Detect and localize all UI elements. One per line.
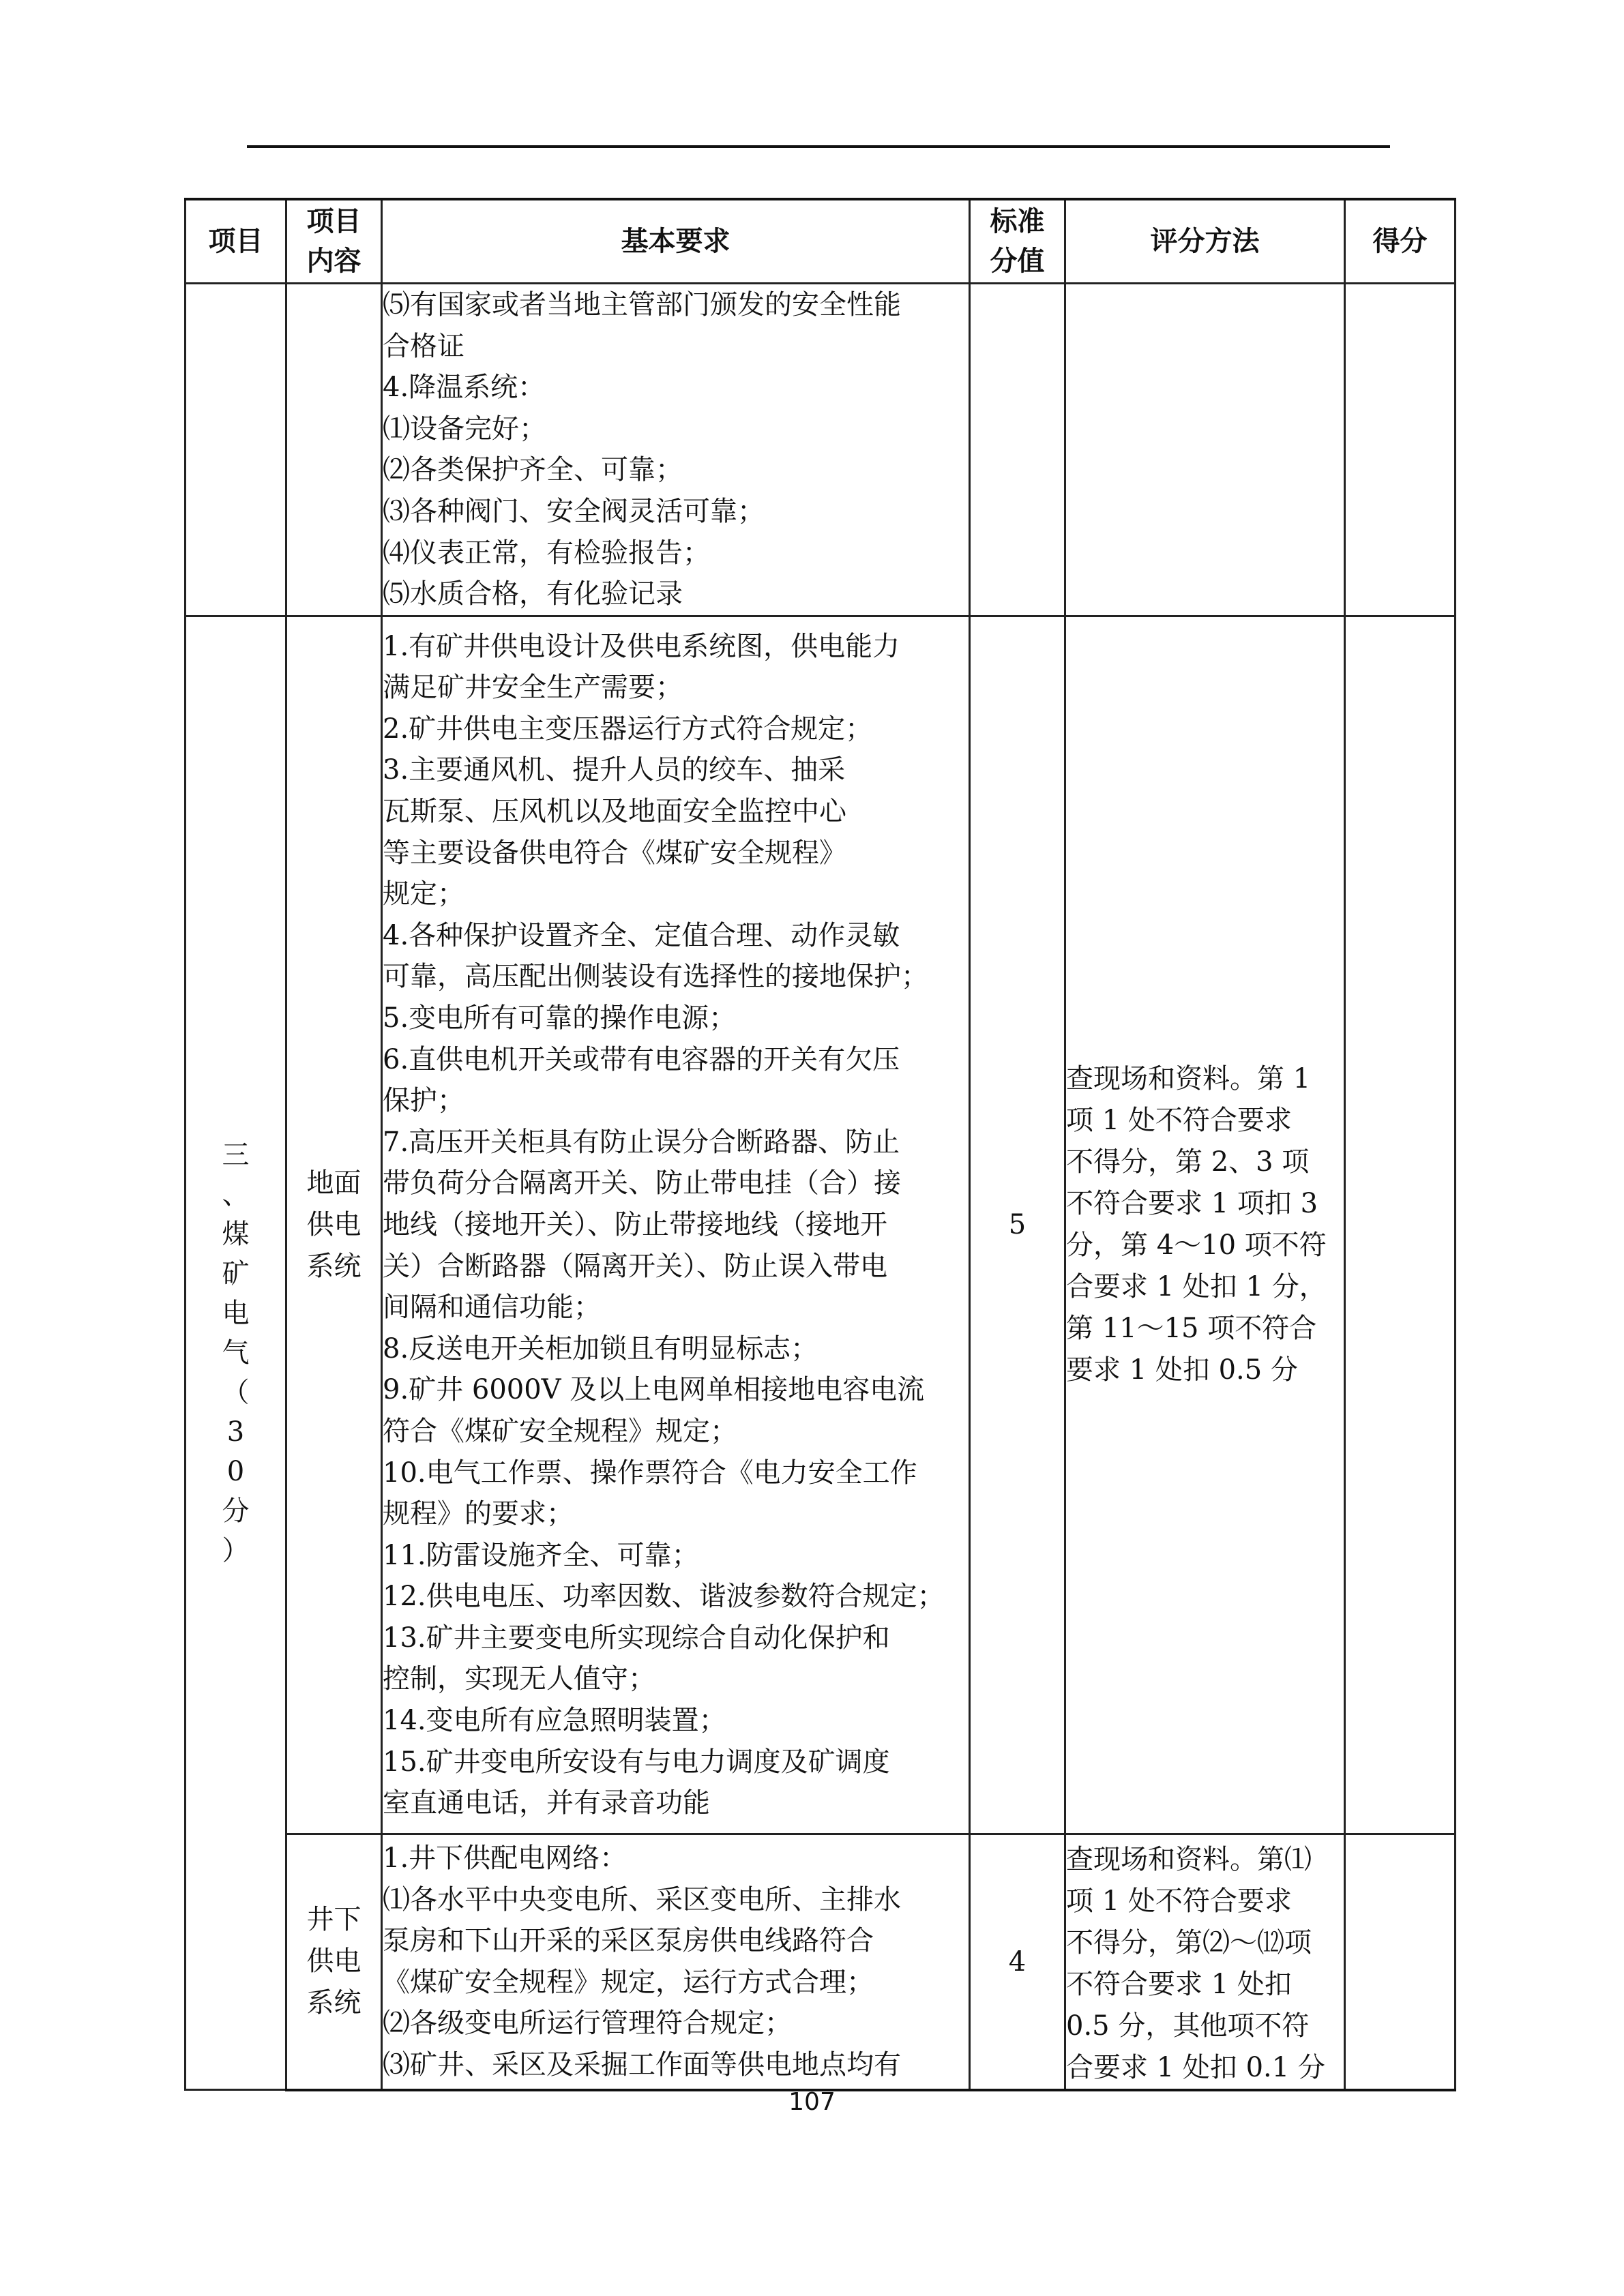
requirement-line: 规程》的要求； [383, 1498, 574, 1530]
section-title-char: （ [222, 1377, 250, 1408]
page-number: 107 [788, 2088, 836, 2116]
requirement-line: 等主要设备供电符合《煤矿安全规程》 [383, 837, 846, 869]
method-line: 要求 1 处扣 0.5 分 [1066, 1354, 1298, 1386]
requirement-line: ⑴各水平中央变电所、采区变电所、主排水 [383, 1883, 901, 1915]
header-rule [247, 145, 1390, 148]
requirement-line: 8.反送电开关柜加锁且有明显标志； [383, 1332, 818, 1365]
requirement-line: ⑶矿井、采区及采掘工作面等供电地点均有 [383, 2048, 901, 2081]
section-title-char: ） [222, 1535, 250, 1566]
cell-content [286, 284, 382, 616]
section-title-char: 煤 [222, 1219, 250, 1250]
requirement-line: 1.井下供配电网络： [383, 1842, 628, 1874]
cell-score-underground: 4 [970, 1834, 1065, 2090]
cell-method-ground [1065, 616, 1345, 1834]
requirement-line: 2.矿井供电主变压器运行方式符合规定； [383, 713, 873, 745]
method-line: 第 11～15 项不符合 [1066, 1313, 1317, 1345]
cell-result-underground [1345, 1834, 1456, 2090]
cell-result [1345, 284, 1456, 616]
requirement-line: 1.有矿井供电设计及供电系统图，供电能力 [383, 630, 900, 662]
header-score [970, 199, 1065, 284]
requirement-line: 控制，实现无人值守； [383, 1663, 655, 1695]
table-row-continued [186, 284, 1456, 616]
method-line: 项 1 处不符合要求 [1066, 1885, 1292, 1917]
requirement-line: 泵房和下山开采的采区泵房供电线路符合 [383, 1925, 874, 1957]
requirement-line: 间隔和通信功能； [383, 1292, 601, 1324]
section-title-char: 分 [222, 1495, 250, 1527]
cell-section-title [186, 616, 286, 2090]
requirement-line: 保护； [383, 1085, 464, 1117]
requirement-line: 5.变电所有可靠的操作电源； [383, 1002, 737, 1034]
requirement-line: 符合《煤矿安全规程》规定； [383, 1415, 737, 1447]
requirement-line: ⑷仪表正常，有检验报告； [383, 537, 710, 569]
section-title-char: 、 [222, 1179, 250, 1210]
requirement-line: 14.变电所有应急照明装置； [383, 1705, 726, 1737]
content-line: 井下 [306, 1904, 361, 1936]
table-row-ground-supply [186, 616, 1456, 1834]
requirement-line: 12.供电电压、功率因数、谐波参数符合规定； [383, 1581, 945, 1613]
requirement-line: 满足矿井安全生产需要； [383, 672, 683, 704]
section-title-char: 3 [226, 1416, 245, 1448]
method-line: 合要求 1 处扣 1 分， [1066, 1271, 1327, 1303]
header-item: 项目 [186, 199, 286, 284]
cell-method [1065, 284, 1345, 616]
requirement-line: 10.电气工作票、操作票符合《电力安全工作 [383, 1457, 917, 1489]
requirement-line: 6.直供电机开关或带有电容器的开关有欠压 [383, 1043, 900, 1075]
scoring-table [184, 198, 1456, 2091]
cell-score [970, 284, 1065, 616]
method-line: 不得分，第 2、3 项 [1066, 1146, 1310, 1178]
table-row-underground-supply [186, 1834, 1456, 2090]
cell-content-underground [286, 1834, 382, 2090]
cell-requirement-underground [382, 1834, 970, 2090]
requirement-line: 合格证 [383, 330, 464, 362]
method-line: 项 1 处不符合要求 [1066, 1105, 1292, 1137]
content-line: 地面 [306, 1167, 361, 1199]
method-line: 查现场和资料。第 1 [1066, 1063, 1311, 1095]
requirement-line: 地线（接地开关）、防止带接地线（接地开 [383, 1208, 887, 1240]
requirement-line: 3.主要通风机、提升人员的绞车、抽采 [383, 754, 846, 786]
requirement-line: 11.防雷设施齐全、可靠； [383, 1539, 699, 1571]
section-title-char: 电 [222, 1298, 250, 1329]
requirement-line: ⑵各级变电所运行管理符合规定； [383, 2008, 792, 2040]
requirement-line: 室直通电话，并有录音功能 [383, 1787, 710, 1819]
method-line: 不符合要求 1 处扣 [1066, 1968, 1292, 2000]
header-method: 评分方法 [1065, 199, 1345, 284]
requirement-line: 13.矿井主要变电所实现综合自动化保护和 [383, 1622, 890, 1654]
section-title-char: 矿 [222, 1258, 250, 1289]
requirement-line: 瓦斯泵、压风机以及地面安全监控中心 [383, 796, 846, 828]
content-line: 系统 [306, 1250, 361, 1282]
requirement-line: ⑸有国家或者当地主管部门颁发的安全性能 [383, 289, 901, 320]
method-line: 0.5 分，其他项不符 [1066, 2010, 1310, 2042]
method-line: 查现场和资料。第⑴ [1066, 1843, 1312, 1875]
requirement-line: 可靠，高压配出侧装设有选择性的接地保护； [383, 961, 928, 993]
requirement-line: 9.矿井 6000V 及以上电网单相接地电容电流 [383, 1374, 925, 1406]
header-content-line: 内容 [306, 245, 361, 277]
requirement-line: 关）合断路器（隔离开关）、防止误入带电 [383, 1250, 887, 1282]
cell-requirement [382, 284, 970, 616]
section-title-char: 三 [222, 1139, 250, 1171]
requirement-line: 15.矿井变电所安设有与电力调度及矿调度 [383, 1746, 890, 1778]
header-requirement: 基本要求 [382, 199, 970, 284]
cell-result-ground [1345, 616, 1456, 1834]
cell-content-ground [286, 616, 382, 1834]
header-row [186, 199, 1456, 284]
method-line: 分，第 4～10 项不符 [1066, 1229, 1327, 1262]
content-line: 系统 [306, 1987, 361, 2019]
requirement-line: 7.高压开关柜具有防止误分合断路器、防止 [383, 1126, 900, 1158]
cell-requirement-ground [382, 616, 970, 1834]
requirement-line: ⑴设备完好； [383, 413, 546, 445]
content-line: 供电 [306, 1945, 361, 1978]
requirement-line: 4.各种保护设置齐全、定值合理、动作灵敏 [383, 919, 900, 951]
cell-item [186, 284, 286, 616]
requirement-line: ⑶各种阀门、安全阀灵活可靠； [383, 495, 765, 527]
requirement-line: 带负荷分合隔离开关、防止带电挂（合）接 [383, 1167, 901, 1199]
method-line: 不得分，第⑵～⑿项 [1066, 1926, 1312, 1958]
header-content [286, 199, 382, 284]
method-line: 合要求 1 处扣 0.1 分 [1066, 2051, 1325, 2083]
section-title-vertical [186, 1135, 285, 1570]
section-title-char: 气 [222, 1337, 250, 1369]
section-title-char: 0 [226, 1456, 245, 1487]
cell-score-ground: 5 [970, 616, 1065, 1834]
requirement-line: 《煤矿安全规程》规定，运行方式合理； [383, 1966, 874, 1998]
header-score-line: 标准 [990, 206, 1045, 237]
requirement-line: ⑵各类保护齐全、可靠； [383, 454, 683, 486]
requirement-line: 4.降温系统： [383, 372, 546, 404]
header-content-line: 项目 [306, 206, 361, 237]
method-line: 不符合要求 1 项扣 3 [1066, 1188, 1318, 1220]
header-result: 得分 [1345, 199, 1456, 284]
requirement-line: 规定； [383, 878, 464, 910]
content-line: 供电 [306, 1208, 361, 1240]
header-score-line: 分值 [990, 245, 1045, 277]
cell-method-underground [1065, 1834, 1345, 2090]
requirement-line: ⑸水质合格，有化验记录 [383, 578, 683, 610]
